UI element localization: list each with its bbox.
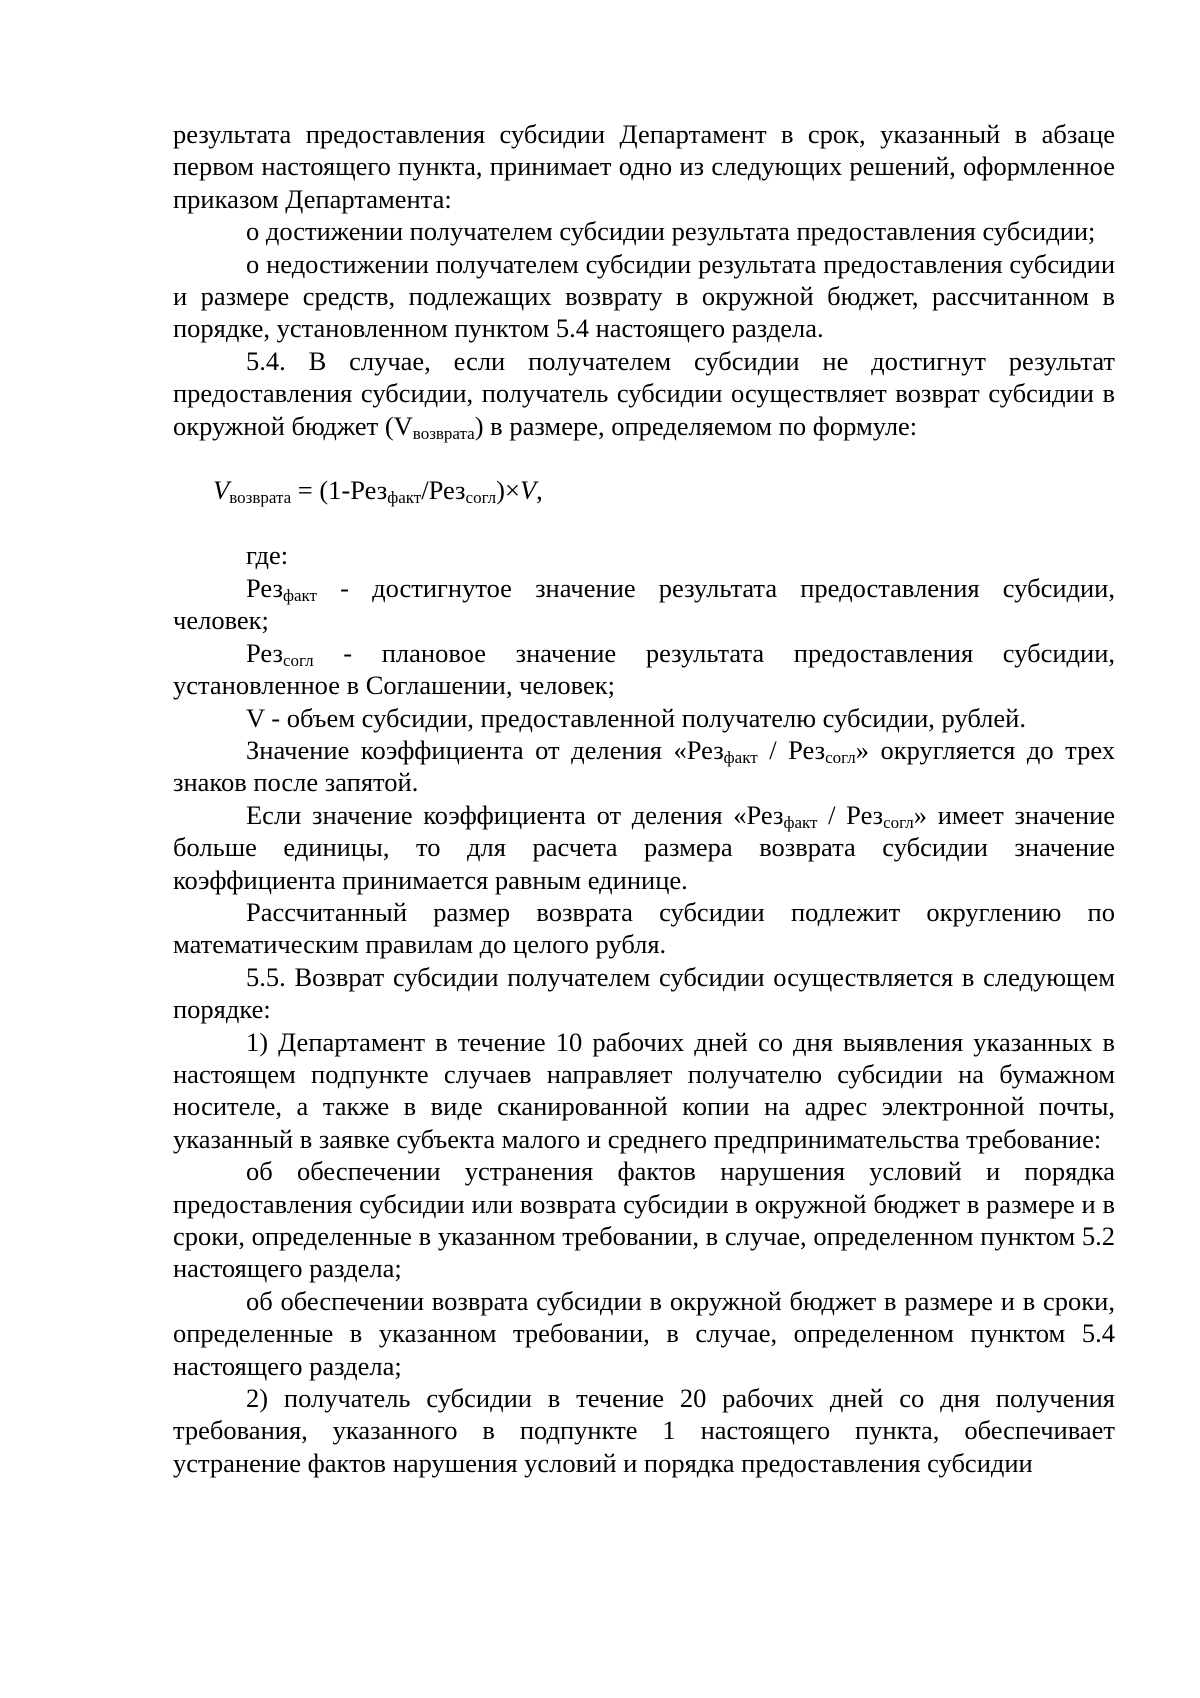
paragraph-achieved: о достижении получателем субсидии результата предоставления субсидии; xyxy=(246,216,1096,247)
formula-fact-sub: факт xyxy=(387,488,422,508)
coef2-sub-fact: факт xyxy=(783,812,818,832)
paragraph-round-ruble: Рассчитанный размер возврата субсидии подлежит округлению по математическим правилам до целого рубля. xyxy=(173,896,1115,960)
coef2-sub-sogl: согл xyxy=(883,812,914,832)
definition-rez-sogl xyxy=(173,637,1115,702)
def-fact-text: - достигнутое значение результата предоставления субсидии, человек; xyxy=(173,572,1115,636)
formula-times: )× xyxy=(496,475,520,506)
formula-v2: V xyxy=(519,475,537,506)
coef1-text-a: Значение коэффициента от деления «Рез xyxy=(246,734,724,765)
def-sogl-term: Рез xyxy=(246,637,283,668)
paragraph-item-1a: об обеспечении устранения фактов нарушения условий и порядка предоставления субсидии или возврата субсидии в окружной бюджет в размере и в сроки, определенные в указанном требовании, в случае, определенном пунктом 5.2 настоящего раздела; xyxy=(173,1156,1115,1284)
paragraph-item-1b: об обеспечении возврата субсидии в окружной бюджет в размере и в сроки, определенные в указанном требовании, в случае, определенном пунктом 5.4 настоящего раздела; xyxy=(173,1285,1115,1381)
formula-sogl-sub: согл xyxy=(465,488,497,508)
paragraph-5-5: 5.5. Возврат субсидии получателем субсидии осуществляется в следующем порядке: xyxy=(173,961,1115,1025)
text-5-4-before: 5.4. В случае, если получателем субсидии не достигнут результат предоставления субсидии, получатель субсидии осуществляет возврат субсидии в окружной бюджет (V xyxy=(173,345,1115,441)
paragraph-5-4 xyxy=(173,345,1115,442)
def-fact-term: Рез xyxy=(246,572,283,603)
coef1-sub-sogl: согл xyxy=(825,747,856,767)
coef1-text-b: / Рез xyxy=(757,734,826,765)
def-sogl-sub: согл xyxy=(282,650,314,670)
paragraph-not-achieved: о недостижении получателем субсидии результата предоставления субсидии и размере средств, подлежащих возврату в окружной бюджет, рассчитанном в порядке, установленном пунктом 5.4 настоящего раздела. xyxy=(173,248,1115,344)
def-sogl-text: - плановое значение результата предоставления субсидии, установленное в Соглашении, человек; xyxy=(173,637,1115,701)
paragraph-item-1: 1) Департамент в течение 10 рабочих дней со дня выявления указанных в настоящем подпункте случаев направляет получателю субсидии на бумажном носителе, а также в виде сканированной копии на адрес электронной почты, указанный в заявке субъекта малого и среднего предпринимательства требование: xyxy=(173,1026,1115,1154)
coef2-text-b: / Рез xyxy=(817,799,884,830)
paragraph-coefficient-cap xyxy=(173,799,1115,896)
formula-v-sub: возврата xyxy=(229,488,292,508)
definition-v: V - объем субсидии, предоставленной получателю субсидии, рублей. xyxy=(246,702,1026,733)
document-body xyxy=(173,118,1115,1479)
coef2-text-c: » имеет значение больше единицы, то для расчета размера возврата субсидии значение коэффициента принимается равным единице. xyxy=(173,799,1116,895)
coef2-text-a: Если значение коэффициента от деления «Рез xyxy=(246,799,784,830)
coef1-sub-fact: факт xyxy=(723,747,758,767)
definition-rez-fact xyxy=(173,572,1115,637)
paragraph-decision-intro: результата предоставления субсидии Департамент в срок, указанный в абзаце первом настоящего пункта, принимает одно из следующих решений, оформленное приказом Департамента: xyxy=(173,119,1115,214)
formula-slash: /Рез xyxy=(421,475,466,506)
paragraph-coefficient-rounding xyxy=(173,734,1115,799)
paragraph-item-2: 2) получатель субсидии в течение 20 рабочих дней со дня получения требования, указанного в подпункте 1 настоящего пункта, обеспечивает устранение фактов нарушения условий и порядка предоставления субсидии xyxy=(173,1383,1115,1478)
coef1-text-c: » округляется до трех знаков после запятой. xyxy=(173,734,1115,798)
def-fact-sub: факт xyxy=(282,585,317,605)
text-5-4-after: ) в размере, определяемом по формуле: xyxy=(474,410,918,441)
formula-v: V xyxy=(213,475,230,506)
paragraph-where: где: xyxy=(246,540,289,571)
formula-end: , xyxy=(536,475,543,506)
formula-eq: = (1-Рез xyxy=(291,475,388,506)
return-formula xyxy=(173,474,1115,506)
subscript-vozvrata: возврата xyxy=(412,423,475,443)
